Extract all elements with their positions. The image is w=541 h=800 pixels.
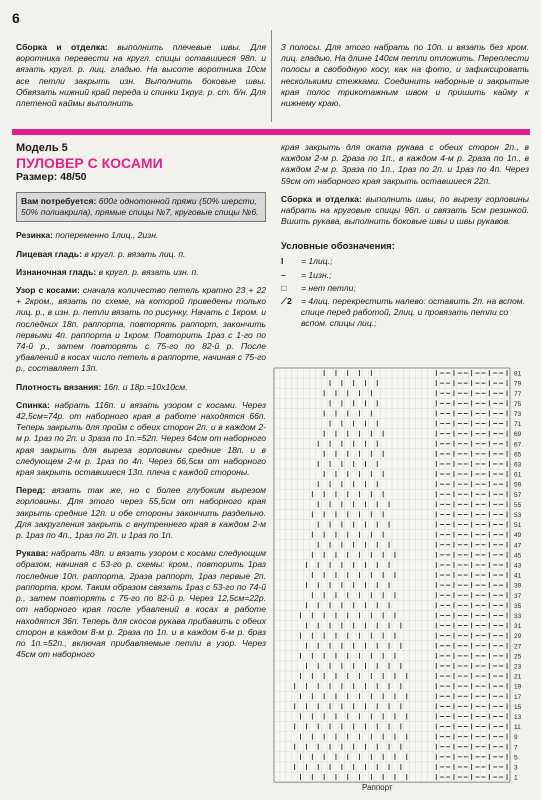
size-value: 48/50 <box>60 171 87 183</box>
chart-row-number: 43 <box>514 562 522 570</box>
chart-row-number: 9 <box>514 734 518 742</box>
model-size <box>16 171 266 184</box>
legend-item <box>281 283 529 294</box>
chart-row-number: 63 <box>514 461 522 469</box>
legend-list <box>281 256 529 329</box>
legend-text: = 1изн.; <box>301 269 332 280</box>
rib-heading: Резинка: <box>16 230 53 241</box>
back-text: набрать 116п. и вязать узором с косами. Через 42,5см=74р. от наборного края в работе находятся 66п. Теперь закрыть для пройм с обеих сторон 2п. и в каждом 2-м р. 1раз по 2п. и 3раза по 1п.=52п. Через 64см от наборного края закрыть для выреза горловины средние 18п. и в следующем 2-м р. 1раз по 4п. Через 66,5см от наборного края закрыть оставшиеся 13п. плеча с каждой стороны. <box>16 399 267 478</box>
chart-row-number: 49 <box>514 532 522 540</box>
chart-row-number: 5 <box>514 754 518 762</box>
chart-row-number: 23 <box>514 663 522 671</box>
model-left-column <box>16 142 266 667</box>
pink-divider <box>12 129 530 135</box>
gauge-heading: Плотность вязания: <box>16 381 102 392</box>
top-left-heading: Сборка и отделка: <box>16 42 108 52</box>
gauge-text: 16п. и 18р.=10х10см. <box>103 381 188 392</box>
sleeves-heading: Рукава: <box>16 548 49 559</box>
chart-row-number: 69 <box>514 431 522 439</box>
top-left-text: выполнить плечевые швы. Для воротника перевести на кругл. спицы оставшиеся 98п. и вязать кругл. р. лиц. гладью. На высоте воротника 10см все петли закрыть изн. Выполнить боковые швы. Обвязать нижний край переда и спинки 1круг. р. ст. б/н. Для плетеной каймы выполнить <box>16 42 266 109</box>
chart-row-number: 17 <box>514 693 522 701</box>
chart-row-number: 81 <box>514 370 522 378</box>
sleeves-text: набрать 48п. и вязать узором с косами следующим образом, начиная с 53-го р. схемы: кром., повторить 1раз последние 10п. раппорта, 2раза раппорт, 1раз первые 2п. раппорта, кром. Таким образом связать 1раз с 53-го по 74-й р., затем повторять с 75-го по 82-й р. Через 12,5см=22р. от наборного края после убавлений в косах в работе находятся 36п. Теперь для скосов рукава прибавить с обеих сторон в каждом 8-м р. 2раза по 1п. и в каждом 6-м р. 6раз по 1п.=52п., включая прибавляемые петли в узор. Через 45см от наборного <box>16 548 266 660</box>
rapport-label: Раппорт <box>362 783 393 792</box>
legend-item <box>281 256 529 267</box>
page-number: 6 <box>12 10 20 26</box>
chart-row-number: 1 <box>514 774 518 782</box>
front-heading: Перед: <box>16 485 46 496</box>
chart-row-number: 3 <box>514 764 518 772</box>
chart-row-number: 13 <box>514 714 522 721</box>
chart-row-number: 59 <box>514 481 522 489</box>
model-label: Модель 5 <box>16 142 68 154</box>
chart-grid-lines <box>274 368 510 782</box>
chart-row-number: 29 <box>514 633 522 641</box>
legend-text: = 1лиц.; <box>301 256 333 267</box>
sleeves-continued-text: края закрыть для оката рукава с обеих сторон 2п., в каждом 2-м р. 2раза по 1п., в каждом 4-м р. 2раза по 1п., в каждом 2-м р. 3раза по 1п., 1раз по 2п. и 1раз по 4п. Через 59см от наборного края закрыть оставшиеся 22п. <box>281 142 529 186</box>
chart-row-number: 65 <box>514 451 522 459</box>
chart-row-number: 35 <box>514 602 522 610</box>
model-title: ПУЛОВЕР С КОСАМИ <box>16 155 163 171</box>
rib-text: попеременно 1лиц., 2изн. <box>55 230 159 241</box>
materials-heading: Вам потребуется: <box>21 196 97 206</box>
column-divider <box>271 30 272 122</box>
chart-row-number: 41 <box>514 572 522 580</box>
model-right-column <box>281 142 529 332</box>
chart-row-number: 19 <box>514 683 522 691</box>
assembly-heading: Сборка и отделка: <box>281 193 362 204</box>
chart-row-number: 53 <box>514 512 522 519</box>
cable-pattern-text: сначала количество петель кратно 23 + 22 + 2кром., вязать по схеме, на которой приведены только лиц. р., в изн. р. петли вязать по рисунку. Начать с 1кром. и последних 18п. раппорта, повторять раппорт, закончить первыми 4п. раппорта и 1кром. Повторить 1раз с 1-го по 74-й р., затем повторять с 75-го по 82-й р. После убавлений в косах число петель в раппорте, начиная с 75-го р., составляет 13п. <box>16 285 267 374</box>
chart-row-number: 37 <box>514 592 522 600</box>
top-right-text: 3 полосы. Для этого набрать по 10п. и вязать без кром. лиц. гладью. На длине 140см петли отложить. Переплести полосы в свободную косу, как на фото, и зафиксировать несколькими стежками. Соединить наборные и закрытые края полос трикотажным швом и пришить кайму к нижнему краю. <box>281 42 529 109</box>
chart-row-number: 15 <box>514 703 522 711</box>
legend-symbol-icon: □ <box>281 282 287 293</box>
chart-row-number: 31 <box>514 623 522 631</box>
front-text: вязать так же, но с более глубоким вырезом горловины. Для этого через 55,5см от наборного края закрыть средние 12п. и обе стороны закончить раздельно. Для закругления закрыть с внутреннего края в каждом 2-м р. 1раз по 4п., 1раз по 2п. и 1раз по 1п. <box>16 485 267 541</box>
chart-row-number: 61 <box>514 471 522 479</box>
materials-box <box>16 192 266 222</box>
chart-svg <box>270 364 534 784</box>
reverse-stockinette-heading: Изнаночная гладь: <box>16 266 97 277</box>
size-label: Размер: <box>16 171 58 183</box>
legend-text: = 4лиц. перекрестить налево: оставить 2п. на вспом. спице перед работой, 2лиц. и провязать петли со вспом. спицы лиц.; <box>301 296 526 329</box>
chart-row-number: 67 <box>514 441 522 449</box>
chart-row-number: 25 <box>514 653 522 661</box>
chart-row-number: 57 <box>514 491 522 499</box>
chart-row-number: 27 <box>514 643 522 651</box>
stockinette-text: в кругл. р. вязать лиц. п. <box>84 248 186 259</box>
materials-text: 600г однотонной пряжи (50% шерсти, 50% полиакрила), прямые спицы №7, круговые спицы №6. <box>21 196 259 218</box>
chart-row-number: 39 <box>514 582 522 590</box>
chart-row-number: 55 <box>514 501 522 509</box>
legend-symbol-icon: ⟋2 <box>281 296 292 307</box>
chart-row-number: 7 <box>514 744 518 752</box>
chart-row-number: 75 <box>514 400 522 408</box>
stockinette-heading: Лицевая гладь: <box>16 248 82 259</box>
knitting-chart <box>270 364 534 784</box>
chart-row-number: 71 <box>514 421 522 429</box>
legend-text: = нет петли; <box>301 282 356 293</box>
chart-row-number: 45 <box>514 552 522 560</box>
legend-symbol-icon: I <box>281 256 284 267</box>
chart-row-number: 11 <box>514 724 521 732</box>
assembly-text: выполнить швы, по вырезу горловины набрать на круговые спицы 96п. и связать 5см резинкой. Вшить рукава, выполнить боковые швы и швы рукавов. <box>281 193 529 227</box>
legend-item <box>281 296 529 330</box>
top-right-block <box>281 42 529 116</box>
chart-row-number: 51 <box>514 522 522 530</box>
legend-symbol-icon: – <box>281 269 286 280</box>
chart-row-number: 47 <box>514 542 522 550</box>
legend-item <box>281 270 529 281</box>
chart-row-number: 77 <box>514 390 522 398</box>
chart-row-number: 79 <box>514 380 522 388</box>
top-left-block <box>16 42 266 116</box>
chart-row-number: 21 <box>514 673 522 681</box>
cable-pattern-heading: Узор с косами: <box>16 285 80 296</box>
chart-row-number: 33 <box>514 613 522 620</box>
reverse-stockinette-text: в кругл. р. вязать изн. п. <box>98 266 199 277</box>
chart-row-number: 73 <box>514 411 522 418</box>
legend-heading: Условные обозначения: <box>281 241 395 253</box>
back-heading: Спинка: <box>16 399 50 410</box>
